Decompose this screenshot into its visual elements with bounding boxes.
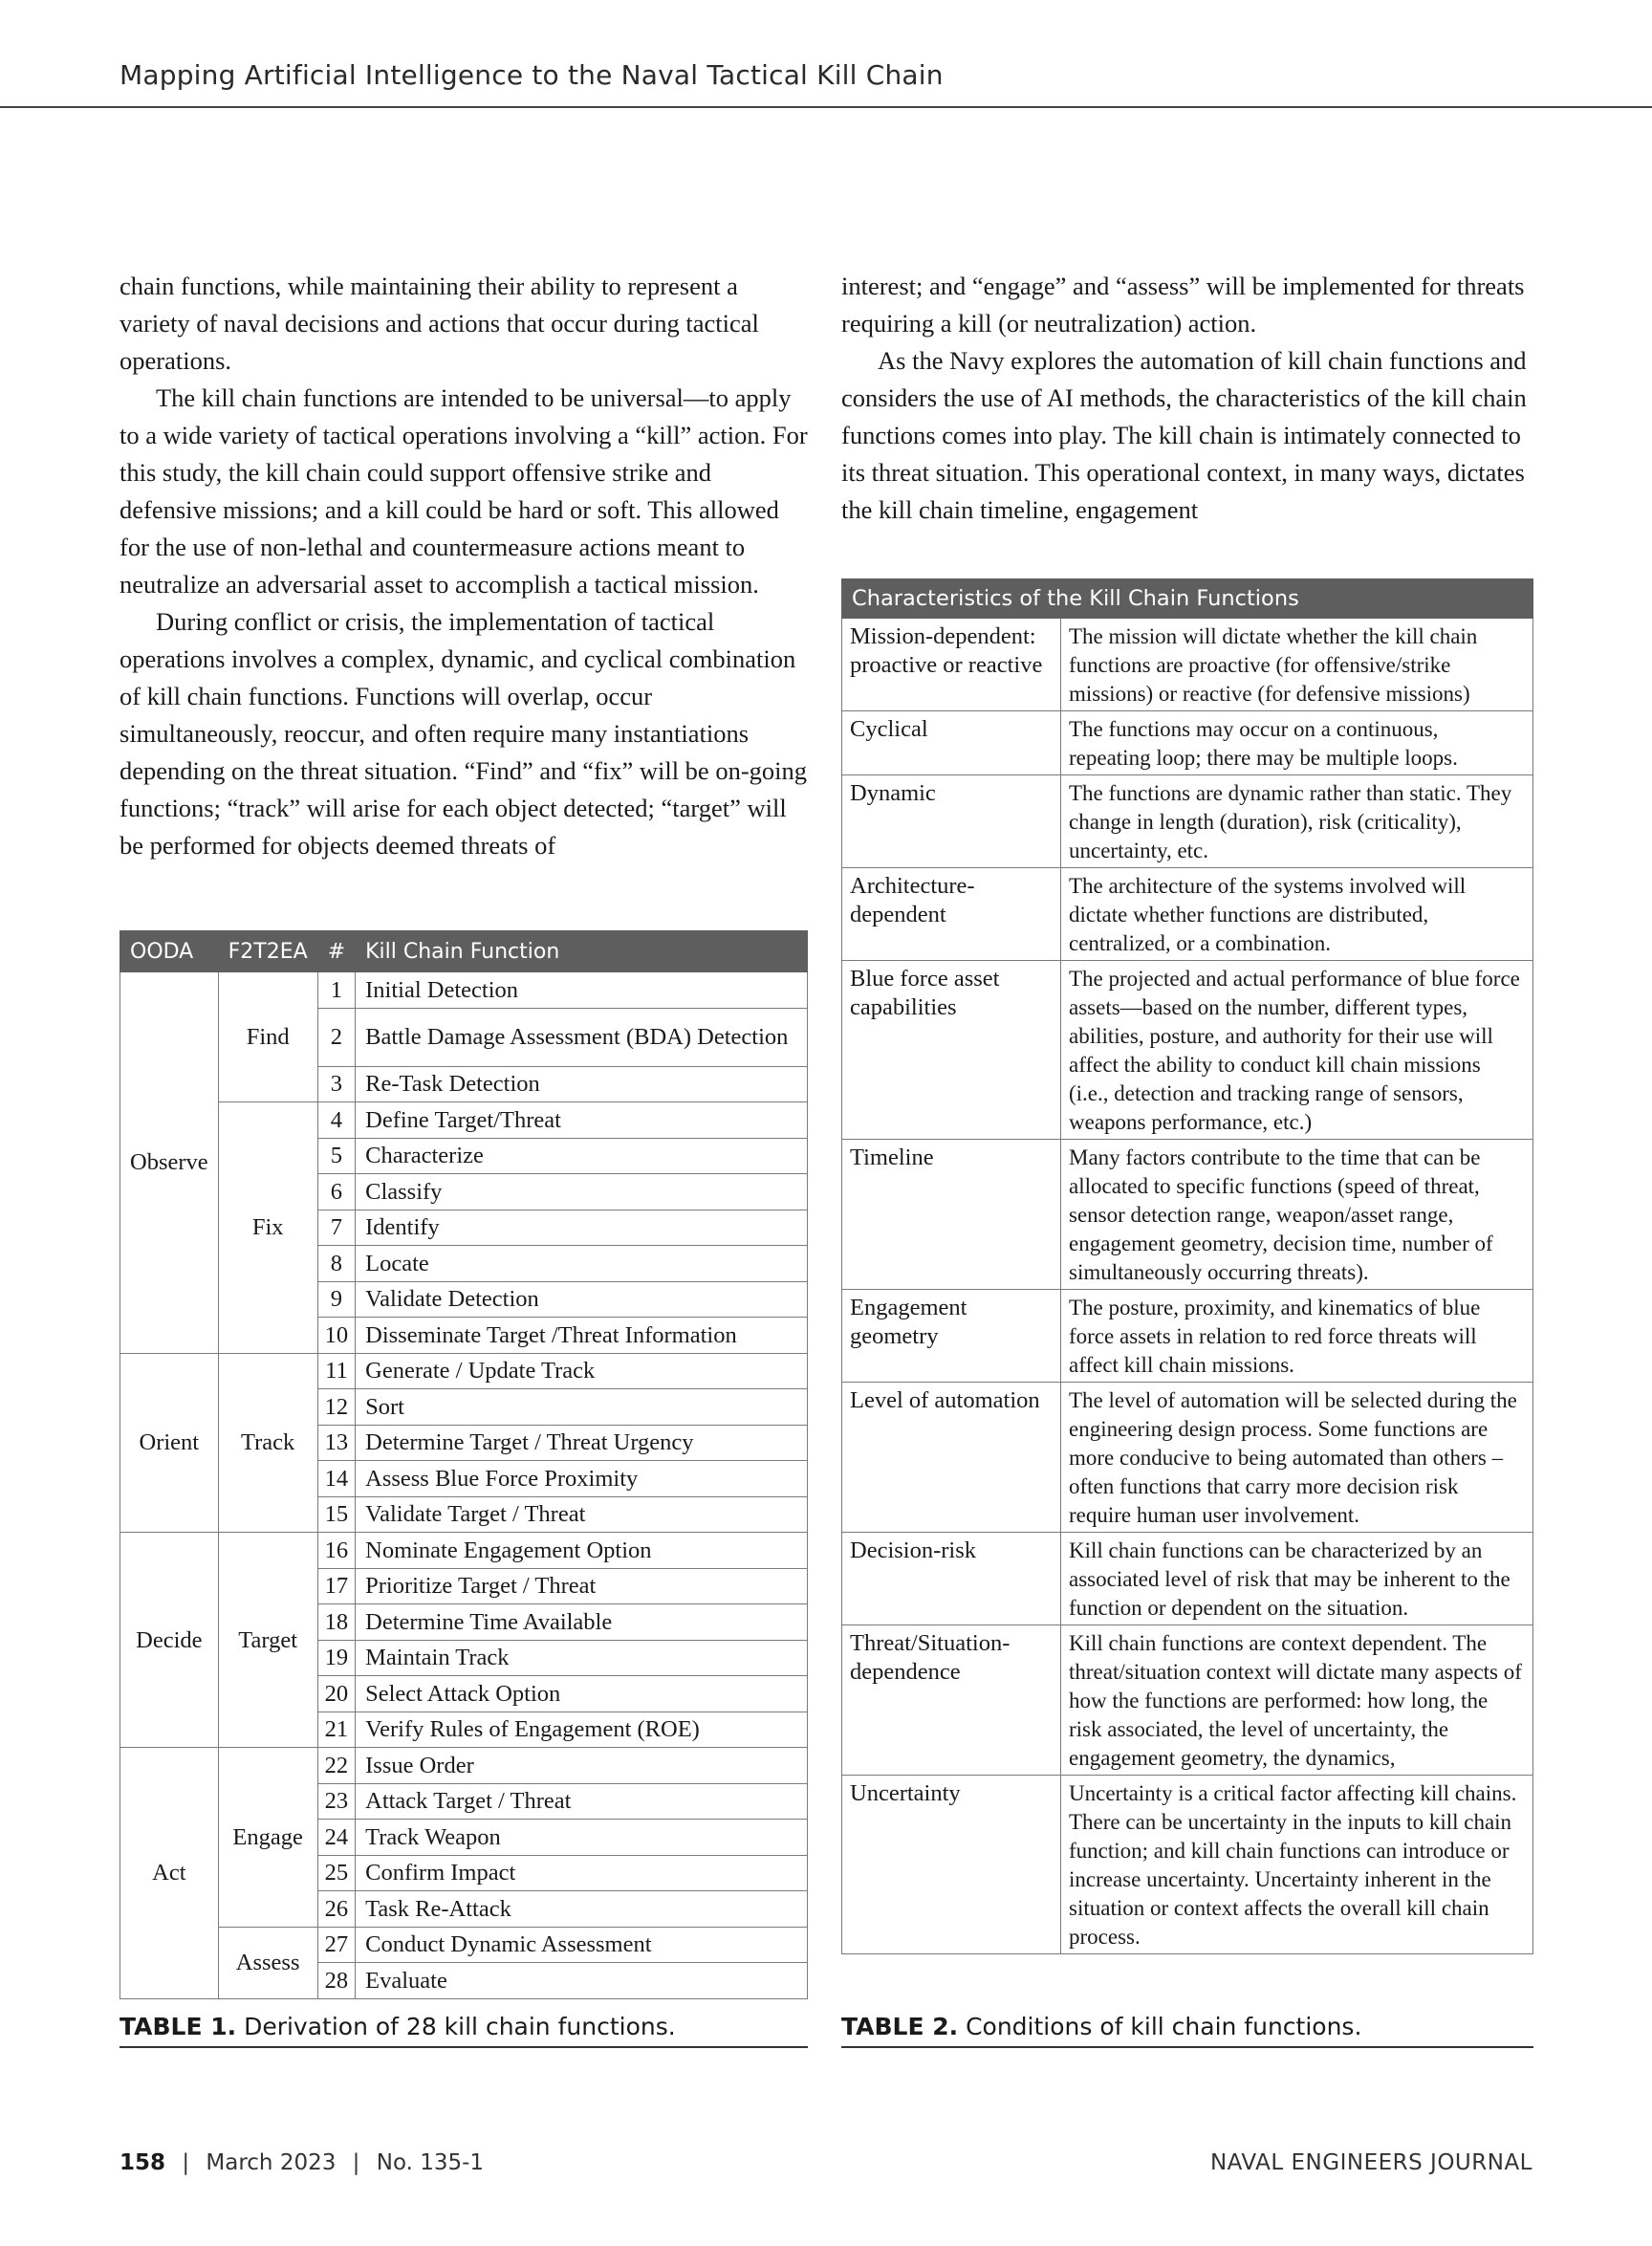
table1-caption-label: TABLE 1. (120, 2013, 237, 2040)
paragraph: As the Navy explores the automation of kill chain functions and considers the use of AI methods, the characteristics of the kill chain functions comes into play. The kill chain is intimately connected to its threat situation. This operational context, in many ways, dictates the kill chain timeline, engagement (841, 346, 1527, 524)
footer-separator: | (182, 2150, 190, 2175)
row-number: 20 (317, 1676, 355, 1712)
page-number: 158 (120, 2150, 166, 2175)
caption-rule (841, 2046, 1533, 2048)
function-name: Evaluate (356, 1963, 808, 1999)
characteristic-description: Uncertainty is a critical factor affecting kill chains. There can be uncertainty in the inputs to kill chain function; and kill chain functions can introduce or increase uncertainty. Uncertainty inherent in the situation or context affects the overall kill chain process. (1061, 1776, 1533, 1954)
function-name: Prioritize Target / Threat (356, 1568, 808, 1604)
characteristic-description: The level of automation will be selected during the engineering design process. Some functions are more conducive to being automated than others – often functions that carry more decision risk require human user involvement. (1061, 1383, 1533, 1533)
characteristic-name: Cyclical (842, 711, 1061, 775)
table-row (842, 619, 1533, 711)
function-name: Nominate Engagement Option (356, 1533, 808, 1569)
function-name: Identify (356, 1210, 808, 1246)
row-number: 25 (317, 1855, 355, 1891)
header-number: # (317, 931, 355, 972)
row-number: 2 (317, 1008, 355, 1066)
ooda-orient: Orient (120, 1353, 219, 1533)
row-number: 10 (317, 1318, 355, 1354)
f2t2ea-engage: Engage (218, 1748, 317, 1928)
function-name: Verify Rules of Engagement (ROE) (356, 1712, 808, 1748)
table-row (120, 1748, 808, 1784)
function-name: Determine Target / Threat Urgency (356, 1425, 808, 1461)
characteristic-name: Engagement geometry (842, 1290, 1061, 1383)
function-name: Disseminate Target /Threat Information (356, 1318, 808, 1354)
row-number: 9 (317, 1281, 355, 1318)
table-row (842, 961, 1533, 1140)
characteristic-name: Architecture-dependent (842, 868, 1061, 961)
ooda-decide: Decide (120, 1533, 219, 1748)
header-ooda: OODA (120, 931, 219, 972)
table1-caption (120, 2013, 808, 2040)
function-name: Battle Damage Assessment (BDA) Detection (356, 1008, 808, 1066)
row-number: 22 (317, 1748, 355, 1784)
row-number: 4 (317, 1102, 355, 1139)
row-number: 21 (317, 1712, 355, 1748)
f2t2ea-assess: Assess (218, 1927, 317, 1998)
f2t2ea-target: Target (218, 1533, 317, 1748)
ooda-observe: Observe (120, 972, 219, 1354)
paragraph: During conflict or crisis, the implementation of tactical operations involves a complex, dynamic, and cyclical combination of kill chain functions. Functions will overlap, occur simultaneously, reoccur, and often require many instantiations depending on the threat situation. “Find” and “fix” will be on-going functions; “track” will arise for each object detected; “target” will be performed for objects deemed threats of (120, 607, 808, 860)
row-number: 23 (317, 1783, 355, 1820)
function-name: Assess Blue Force Proximity (356, 1461, 808, 1497)
characteristic-description: The functions are dynamic rather than static. They change in length (duration), risk (criticality), uncertainty, etc. (1061, 775, 1533, 868)
function-name: Sort (356, 1389, 808, 1426)
characteristic-name: Threat/Situation-dependence (842, 1625, 1061, 1776)
table2-caption (841, 2013, 1533, 2040)
function-name: Confirm Impact (356, 1855, 808, 1891)
characteristic-description: The architecture of the systems involved will dictate whether functions are distributed, centralized, or a combination. (1061, 868, 1533, 961)
table-row (120, 1353, 808, 1389)
characteristic-description: Many factors contribute to the time that can be allocated to specific functions (speed of threat, sensor detection range, weapon/asset range, engagement geometry, decision time, number of simultaneously occurring threats). (1061, 1140, 1533, 1290)
table-kill-chain-characteristics (841, 578, 1533, 1954)
function-name: Generate / Update Track (356, 1353, 808, 1389)
function-name: Characterize (356, 1138, 808, 1174)
paragraph: interest; and “engage” and “assess” will be implemented for threats requiring a kill (or neutralization) action. (841, 272, 1525, 338)
table1-caption-text: Derivation of 28 kill chain functions. (244, 2013, 676, 2040)
table-header-row (120, 931, 808, 972)
table2-caption-text: Conditions of kill chain functions. (966, 2013, 1362, 2040)
body-column-left (120, 268, 808, 864)
function-name: Conduct Dynamic Assessment (356, 1927, 808, 1963)
header-f2t2ea: F2T2EA (218, 931, 317, 972)
journal-name: NAVAL ENGINEERS JOURNAL (1209, 2150, 1532, 2175)
row-number: 17 (317, 1568, 355, 1604)
characteristic-description: The projected and actual performance of blue force assets—based on the number, different types, abilities, posture, and authority for their use will affect the ability to conduct kill chain missions (i.e., detection and tracking range of sensors, weapons performance, etc.) (1061, 961, 1533, 1140)
row-number: 11 (317, 1353, 355, 1389)
table-header: Characteristics of the Kill Chain Functions (842, 579, 1533, 619)
table-row (842, 1290, 1533, 1383)
running-header: Mapping Artificial Intelligence to the Naval Tactical Kill Chain (120, 59, 944, 91)
row-number: 7 (317, 1210, 355, 1246)
table-row (120, 1927, 808, 1963)
characteristic-name: Level of automation (842, 1383, 1061, 1533)
table-header-row (842, 579, 1533, 619)
table-row (842, 1533, 1533, 1625)
characteristic-description: Kill chain functions can be characterized by an associated level of risk that may be inherent to the function or dependent on the situation. (1061, 1533, 1533, 1625)
function-name: Attack Target / Threat (356, 1783, 808, 1820)
row-number: 3 (317, 1066, 355, 1102)
row-number: 27 (317, 1927, 355, 1963)
function-name: Re-Task Detection (356, 1066, 808, 1102)
table-row (842, 1383, 1533, 1533)
row-number: 5 (317, 1138, 355, 1174)
table-row (120, 972, 808, 1009)
function-name: Determine Time Available (356, 1604, 808, 1641)
row-number: 13 (317, 1425, 355, 1461)
f2t2ea-find: Find (218, 972, 317, 1102)
function-name: Classify (356, 1174, 808, 1210)
header-rule (0, 106, 1652, 108)
characteristic-name: Decision-risk (842, 1533, 1061, 1625)
function-name: Validate Detection (356, 1281, 808, 1318)
row-number: 19 (317, 1640, 355, 1676)
table-row (842, 1625, 1533, 1776)
table-row (842, 1776, 1533, 1954)
paragraph: chain functions, while maintaining their ability to represent a variety of naval decisions and actions that occur during tactical operations. (120, 272, 759, 375)
table-row (120, 1102, 808, 1139)
row-number: 6 (317, 1174, 355, 1210)
caption-rule (120, 2046, 808, 2048)
f2t2ea-fix: Fix (218, 1102, 317, 1354)
row-number: 26 (317, 1891, 355, 1928)
paragraph: The kill chain functions are intended to be universal—to apply to a wide variety of tactical operations involving a “kill” action. For this study, the kill chain could support offensive strike and defensive missions; and a kill could be hard or soft. This allowed for the use of non-lethal and countermeasure actions meant to neutralize an adversarial asset to accomplish a tactical mission. (120, 383, 808, 599)
function-name: Locate (356, 1246, 808, 1282)
table2-caption-label: TABLE 2. (841, 2013, 959, 2040)
issue-date: March 2023 (206, 2150, 337, 2175)
function-name: Validate Target / Threat (356, 1496, 808, 1533)
row-number: 8 (317, 1246, 355, 1282)
row-number: 16 (317, 1533, 355, 1569)
row-number: 14 (317, 1461, 355, 1497)
body-column-right (841, 268, 1532, 529)
characteristic-name: Mission-dependent: proactive or reactive (842, 619, 1061, 711)
row-number: 12 (317, 1389, 355, 1426)
footer-separator: | (352, 2150, 360, 2175)
characteristic-description: The mission will dictate whether the kill chain functions are proactive (for offensive/strike missions) or reactive (for defensive missions) (1061, 619, 1533, 711)
characteristic-description: Kill chain functions are context dependent. The threat/situation context will dictate many aspects of how the functions are performed: how long, the risk associated, the level of uncertainty, the engagement geometry, the dynamics, (1061, 1625, 1533, 1776)
function-name: Select Attack Option (356, 1676, 808, 1712)
table-row (842, 868, 1533, 961)
table-row (120, 1533, 808, 1569)
row-number: 15 (317, 1496, 355, 1533)
row-number: 24 (317, 1820, 355, 1856)
table-kill-chain-functions (120, 930, 808, 1999)
function-name: Issue Order (356, 1748, 808, 1784)
row-number: 18 (317, 1604, 355, 1641)
table-row (842, 711, 1533, 775)
header-function: Kill Chain Function (356, 931, 808, 972)
characteristic-description: The posture, proximity, and kinematics of blue force assets in relation to red force threats will affect kill chain missions. (1061, 1290, 1533, 1383)
characteristic-name: Timeline (842, 1140, 1061, 1290)
table-row (842, 1140, 1533, 1290)
row-number: 28 (317, 1963, 355, 1999)
footer-page-info (120, 2150, 484, 2175)
characteristic-description: The functions may occur on a continuous, repeating loop; there may be multiple loops. (1061, 711, 1533, 775)
function-name: Define Target/Threat (356, 1102, 808, 1139)
function-name: Track Weapon (356, 1820, 808, 1856)
f2t2ea-track: Track (218, 1353, 317, 1533)
function-name: Task Re-Attack (356, 1891, 808, 1928)
characteristic-name: Dynamic (842, 775, 1061, 868)
issue-number: No. 135-1 (376, 2150, 485, 2175)
ooda-act: Act (120, 1748, 219, 1999)
function-name: Maintain Track (356, 1640, 808, 1676)
function-name: Initial Detection (356, 972, 808, 1009)
row-number: 1 (317, 972, 355, 1009)
characteristic-name: Uncertainty (842, 1776, 1061, 1954)
table-row (842, 775, 1533, 868)
characteristic-name: Blue force asset capabilities (842, 961, 1061, 1140)
